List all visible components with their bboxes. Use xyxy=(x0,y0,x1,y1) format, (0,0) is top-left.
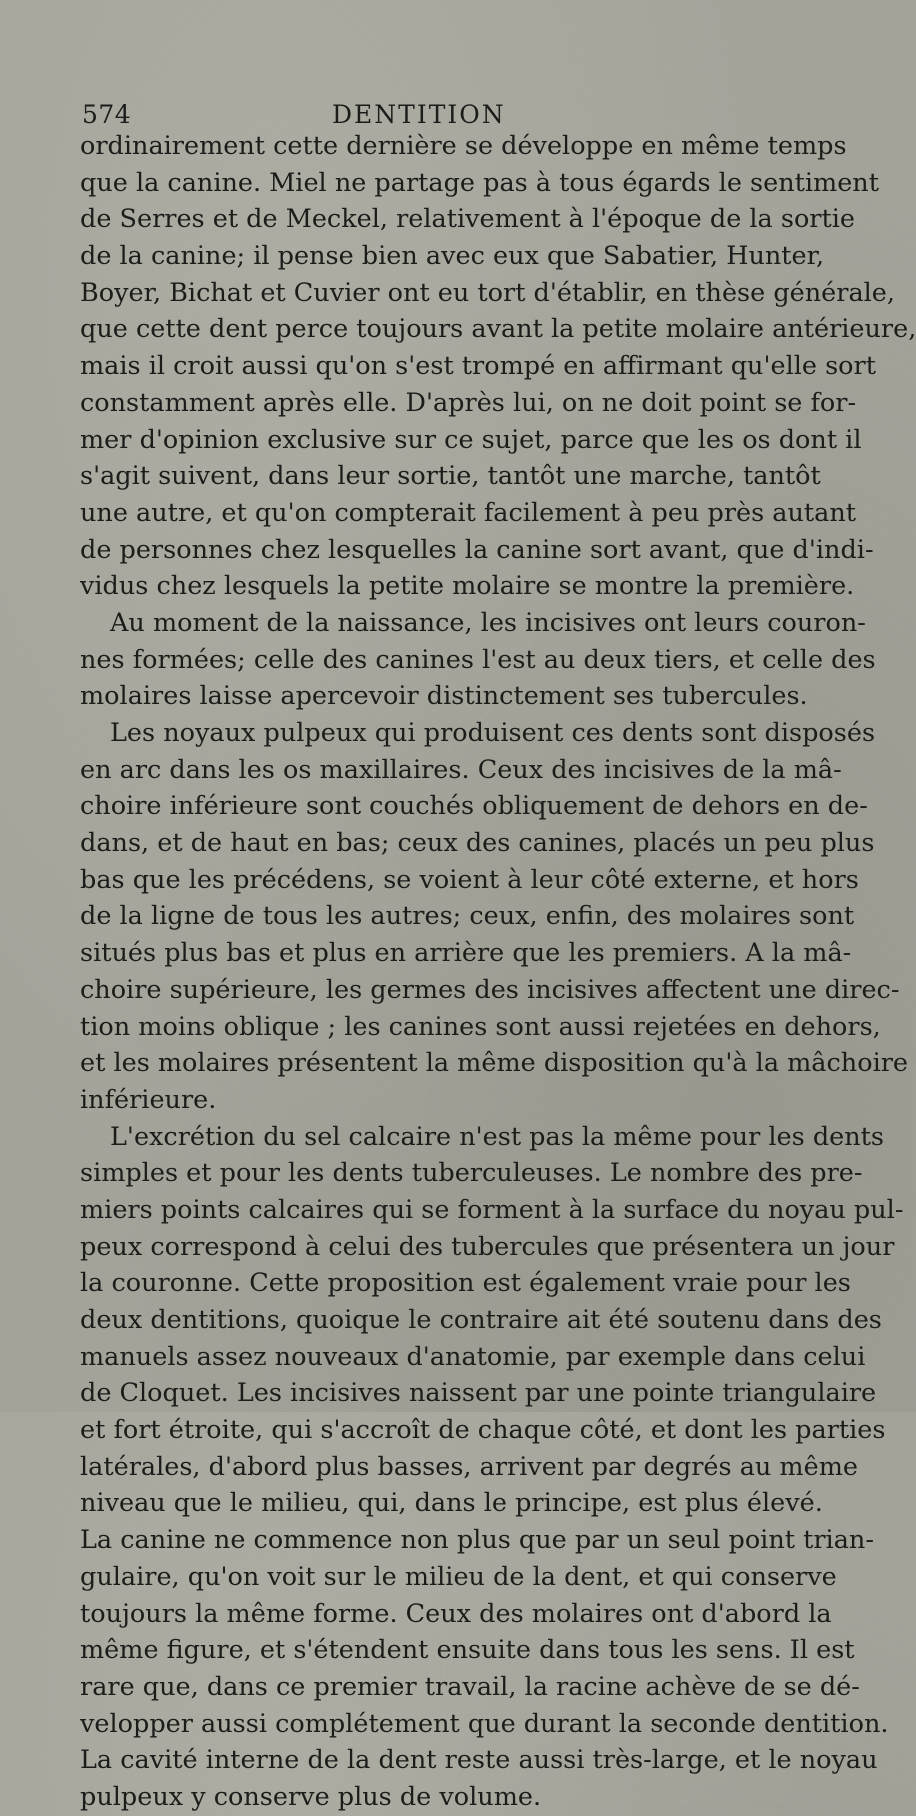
text-line: rare que, dans ce premier travail, la racine achève de se dé- xyxy=(80,1671,860,1702)
text-line: situés plus bas et plus en arrière que les premiers. A la mâ- xyxy=(80,938,852,969)
text-line: molaires laisse apercevoir distinctement ses tubercules. xyxy=(80,681,808,712)
text-line: même figure, et s'étendent ensuite dans tous les sens. Il est xyxy=(80,1635,855,1666)
text-line: choire inférieure sont couchés obliquement de dehors en de- xyxy=(80,791,868,822)
page-number: 574 xyxy=(82,100,132,129)
text-line: bas que les précédens, se voient à leur côté externe, et hors xyxy=(80,864,859,895)
text-line: constamment après elle. D'après lui, on ne doit point se for- xyxy=(80,387,857,418)
text-line: en arc dans les os maxillaires. Ceux des incisives de la mâ- xyxy=(80,754,842,785)
text-line: choire supérieure, les germes des incisives affectent une direc- xyxy=(80,974,900,1005)
running-head: DENTITION xyxy=(332,100,506,129)
text-line: toujours la même forme. Ceux des molaires ont d'abord la xyxy=(80,1598,832,1629)
text-line: nes formées; celle des canines l'est au deux tiers, et celle des xyxy=(80,644,876,675)
text-line: de Cloquet. Les incisives naissent par une pointe triangulaire xyxy=(80,1378,877,1409)
text-line: Les noyaux pulpeux qui produisent ces dents sont disposés xyxy=(110,718,876,748)
text-line: de la ligne de tous les autres; ceux, enfin, des molaires sont xyxy=(80,901,855,932)
text-line: gulaire, qu'on voit sur le milieu de la dent, et qui conserve xyxy=(80,1561,837,1592)
text-line: L'excrétion du sel calcaire n'est pas la même pour les dents xyxy=(110,1121,885,1152)
text-line: mer d'opinion exclusive sur ce sujet, parce que les os dont il xyxy=(80,424,862,455)
text-line: Boyer, Bichat et Cuvier ont eu tort d'établir, en thèse générale, xyxy=(80,277,896,308)
text-line: et fort étroite, qui s'accroît de chaque côté, et dont les parties xyxy=(80,1415,886,1446)
text-line: s'agit suivent, dans leur sortie, tantôt une marche, tantôt xyxy=(80,461,821,492)
text-line: tion moins oblique ; les canines sont aussi rejetées en dehors, xyxy=(80,1011,881,1042)
text-line: velopper aussi complétement que durant la seconde dentition. xyxy=(80,1708,889,1739)
text-line: mais il croit aussi qu'on s'est trompé en affirmant qu'elle sort xyxy=(80,351,876,382)
text-line: La canine ne commence non plus que par un seul point trian- xyxy=(80,1525,874,1556)
text-line: une autre, et qu'on compterait facilement à peu près autant xyxy=(80,497,857,528)
text-line: de Serres et de Meckel, relativement à l'époque de la sortie xyxy=(80,204,855,235)
text-line: miers points calcaires qui se forment à la surface du noyau pul- xyxy=(80,1194,904,1225)
text-line: vidus chez lesquels la petite molaire se montre la première. xyxy=(80,571,855,602)
text-line: simples et pour les dents tuberculeuses. Le nombre des pre- xyxy=(80,1158,863,1189)
text-line: inférieure. xyxy=(80,1084,217,1115)
text-line: latérales, d'abord plus basses, arrivent par degrés au même xyxy=(80,1451,858,1482)
text-line: dans, et de haut en bas; ceux des canines, placés un peu plus xyxy=(80,828,875,859)
text-line: de la canine; il pense bien avec eux que Sabatier, Hunter, xyxy=(80,241,825,272)
body-text xyxy=(80,128,916,1816)
text-line: Au moment de la naissance, les incisives ont leurs couron- xyxy=(110,607,866,638)
text-line: manuels assez nouveaux d'anatomie, par exemple dans celui xyxy=(80,1341,866,1372)
text-line: ordinairement cette dernière se développe en même temps xyxy=(80,131,847,161)
text-line: pulpeux y conserve plus de volume. xyxy=(80,1781,542,1812)
text-line: que cette dent perce toujours avant la petite molaire antérieure, xyxy=(80,314,916,345)
text-line: que la canine. Miel ne partage pas à tous égards le sentiment xyxy=(80,167,879,198)
text-line: la couronne. Cette proposition est également vraie pour les xyxy=(80,1268,851,1299)
text-line: La cavité interne de la dent reste aussi très-large, et le noyau xyxy=(80,1745,878,1776)
text-line: peux correspond à celui des tubercules que présentera un jour xyxy=(80,1231,895,1262)
text-line: et les molaires présentent la même disposition qu'à la mâchoire xyxy=(80,1048,909,1079)
text-line: deux dentitions, quoique le contraire ait été soutenu dans des xyxy=(80,1305,882,1335)
text-line: niveau que le milieu, qui, dans le principe, est plus élevé. xyxy=(80,1488,823,1519)
text-line: de personnes chez lesquelles la canine sort avant, que d'indi- xyxy=(80,534,874,565)
